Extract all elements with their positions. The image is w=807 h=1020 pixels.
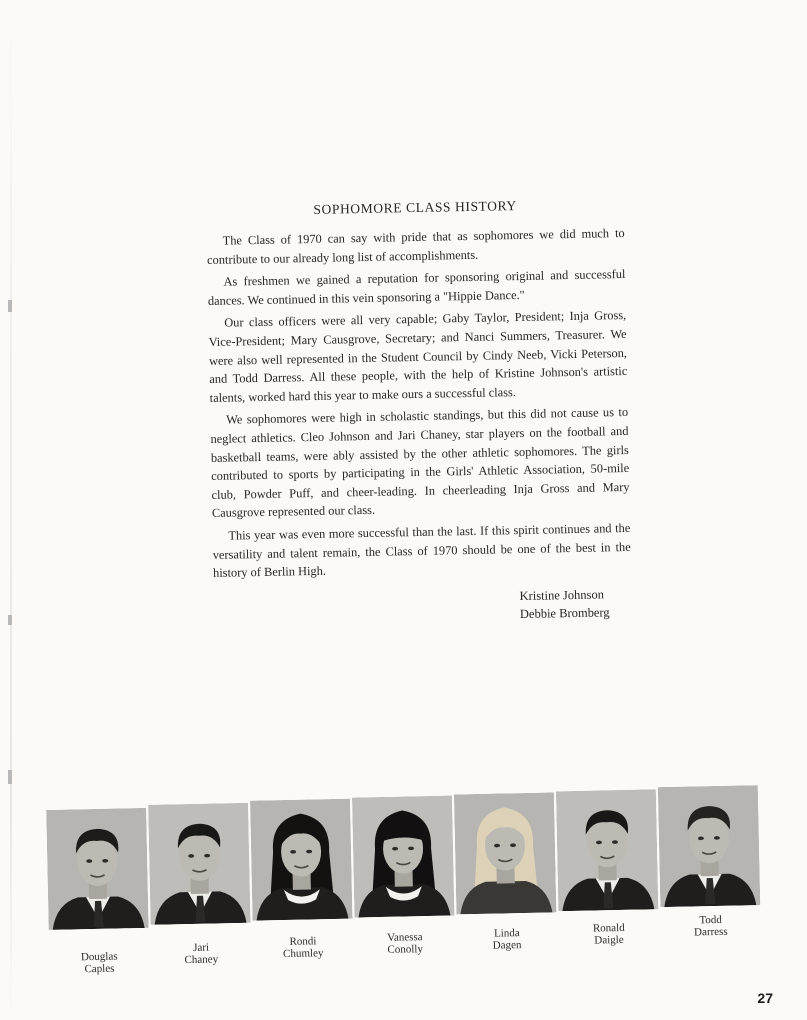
portrait-photo xyxy=(148,803,250,925)
article-title: SOPHOMORE CLASS HISTORY xyxy=(313,198,517,217)
portrait-row xyxy=(46,787,780,1002)
edge-mark xyxy=(8,300,12,312)
portrait-caption xyxy=(151,941,251,967)
portrait-caption xyxy=(559,921,659,947)
student-first-name: Rondi xyxy=(289,935,317,948)
student-first-name: Vanessa xyxy=(387,931,423,944)
portrait-photo xyxy=(454,792,556,914)
portrait-caption xyxy=(355,930,455,956)
student-last-name: Dagen xyxy=(492,939,522,952)
article-paragraph: We sophomores were high in scholastic standings, but this did not cause us to neglect athletics. Cleo Johnson and Jari Chaney, star players on the football and basketball teams, were ably assisted by the other athletic sophomores. The girls contributed to sports by participating in the Girls' Athletic Association, 50-mile club, Powder Puff, and cheer-leading. In cheerleading Inja Gross and Mary Causgrove represented our class. xyxy=(210,405,630,521)
portrait-photo xyxy=(352,795,454,917)
student-portrait xyxy=(352,795,455,956)
page-binding-shadow xyxy=(10,0,12,1020)
student-last-name: Daigle xyxy=(594,933,624,947)
class-history-article xyxy=(206,196,632,629)
student-first-name: Jari xyxy=(193,941,210,954)
student-portrait xyxy=(658,785,761,939)
student-portrait xyxy=(454,792,557,952)
portrait-photo xyxy=(556,789,658,911)
portrait-caption xyxy=(49,950,149,976)
portrait-photo xyxy=(250,799,352,921)
author-name: Kristine Johnson xyxy=(519,587,605,603)
student-last-name: Chumley xyxy=(282,947,324,961)
student-last-name: Caples xyxy=(84,962,115,976)
student-last-name: Darress xyxy=(693,925,728,939)
student-portrait xyxy=(556,789,659,947)
student-first-name: Ronald xyxy=(592,921,625,935)
article-paragraph: As freshmen we gained a reputation for sponsoring original and successful dances. We continued in this vein sponsoring a "Hippie Dance." xyxy=(207,267,626,308)
student-portrait xyxy=(46,808,149,976)
student-first-name: Linda xyxy=(493,927,520,940)
student-portrait xyxy=(250,799,353,961)
portrait-caption xyxy=(253,935,353,961)
edge-mark xyxy=(8,615,12,625)
edge-mark xyxy=(8,770,12,784)
portrait-photo xyxy=(46,808,148,930)
student-portrait xyxy=(148,803,251,967)
portrait-caption xyxy=(661,913,761,939)
portrait-photo xyxy=(658,785,760,907)
article-paragraph: The Class of 1970 can say with pride that as sophomores we did much to contribute to our already long list of accomplishments. xyxy=(206,225,625,267)
student-first-name: Douglas xyxy=(80,950,118,964)
article-paragraph: This year was even more successful than the last. If this spirit continues and the versatility and talent remain, the Class of 1970 should be one of the best in the history of Berlin High. xyxy=(212,520,631,581)
article-paragraph: Our class officers were all very capable; Gaby Taylor, President; Inja Gross, Vice-President; Mary Causgrove, Secretary; and Nanci Summers, Treasurer. We were also well represented in the Student Council by Cindy Neeb, Vicki Peterson, and Todd Darress. All these people, with the help of Kristine Johnson's artistic talents, worked hard this year to make ours a successful class. xyxy=(208,308,628,405)
student-last-name: Chaney xyxy=(184,953,219,967)
portrait-caption xyxy=(457,926,557,952)
page-number: 27 xyxy=(757,990,773,1006)
author-name: Debbie Bromberg xyxy=(519,605,610,621)
student-last-name: Conolly xyxy=(387,943,424,956)
author-signatures xyxy=(519,585,632,623)
student-first-name: Todd xyxy=(699,913,722,927)
